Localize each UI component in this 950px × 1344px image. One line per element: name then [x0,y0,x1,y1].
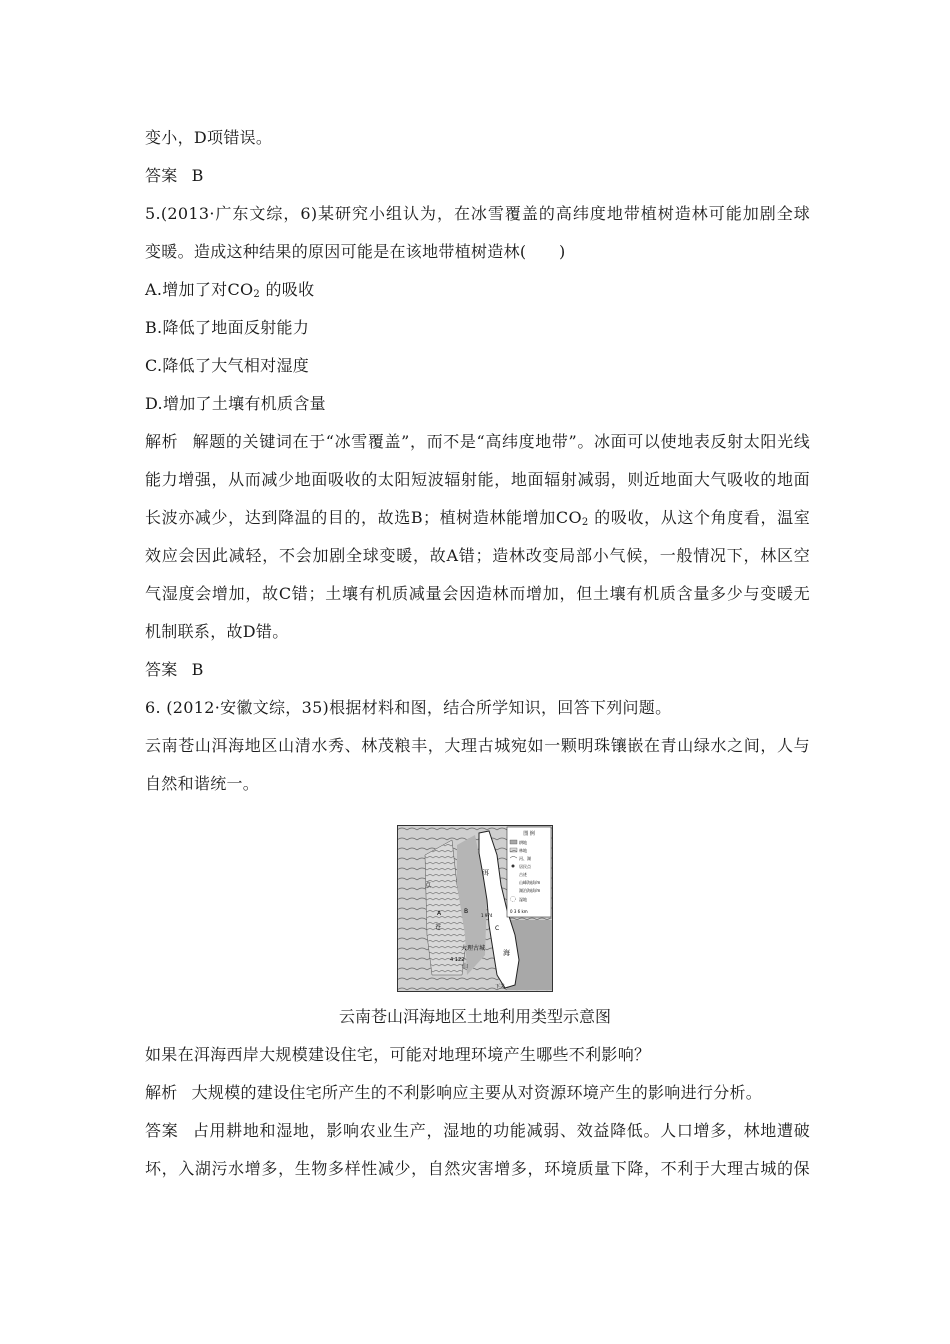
legend-peak-altitude: 山峰海拔/m [519,880,541,885]
answer-text-1: 占用耕地和湿地，影响农业生产，湿地的功能减弱、效益降低。人口增多，林地遭破 [192,1121,810,1140]
label-cang: 苍 [435,924,442,931]
answer-line [145,166,204,186]
analysis-text: 大规模的建设住宅所产生的不利影响应主要从对资源环境产生的影响进行分析。 [191,1083,763,1102]
answer-line [145,660,204,680]
analysis-text-3a: 长波亦减少，达到降温的目的，故选B；植树造林能增加CO [145,508,582,527]
analysis-text-1: 解题的关键词在于“冰雪覆盖”，而不是“高纬度地带”。冰面可以使地表反射太阳光线 [192,432,811,451]
question-6-prompt: 如果在洱海西岸大规模建设住宅，可能对地理环境产生哪些不利影响？ [145,1045,651,1064]
label-dian: 点 [425,882,432,889]
label-hai: 海 [503,949,510,957]
answer-value: B [191,166,204,185]
option-a-tail: 的吸收 [260,280,315,299]
legend-farmland: 耕地 [519,840,527,845]
legend-river-lake: 河、湖 [519,856,531,861]
answer-value: B [191,660,204,679]
analysis-line-4: 效应会因此减轻，不会加剧全球变暖，故A错；造林改变局部小气候，一般情况下，林区空 [145,546,810,565]
label-b: B [464,908,469,915]
subscript-2: 2 [253,289,261,300]
label-c: C [495,925,500,932]
scale-bar: 0 3 6 km [510,909,528,914]
label-er: 洱 [482,869,489,877]
answer-label: 答案 [145,166,178,185]
label-xiaguan: 下关 [495,984,506,990]
answer-label: 答案 [145,660,178,679]
question-6-line-1: 6. (2012·安徽文综，35)根据材料和图，结合所学知识，回答下列问题。 [145,698,672,717]
answer-line-1 [145,1121,810,1141]
label-shan: 山 [462,963,469,970]
legend-wetland: 湿地 [519,897,527,902]
legend-forest: 林地 [519,848,527,853]
land-use-map [397,825,553,992]
legend-settlement: 居民点 [519,864,531,869]
option-c: C.降低了大气相对湿度 [145,356,310,375]
option-b: B.降低了地面反射能力 [145,318,310,337]
legend-historic-site: 古迹 [519,872,527,877]
analysis-line-5: 气湿度会增加，故C错；土壤有机质减量会因造林而增加，但土壤有机质含量多少与变暖无 [145,584,810,603]
option-a [145,280,314,305]
legend-lake-altitude: 湖泊海拔/m [519,888,541,893]
text-line: 变小，D项错误。 [145,128,273,147]
analysis-line-3 [145,508,810,533]
label-a: A [437,910,442,917]
label-lake-1974: 1 974 [481,913,493,918]
option-d: D.增加了土壤有机质含量 [145,394,326,413]
analysis-label: 解析 [145,432,179,451]
label-peak-4122: 4 122 [450,957,465,963]
subscript-2: 2 [581,517,589,528]
legend-title: 图 例 [523,831,535,837]
question-5-line-2: 变暖。造成这种结果的原因可能是在该地带植树造林( ) [145,242,566,261]
label-dali-old-city: 大理古城 [461,945,486,952]
figure-caption: 云南苍山洱海地区土地利用类型示意图 [338,1007,611,1026]
analysis-label: 解析 [145,1083,178,1102]
question-5-line-1: 5.(2013·广东文综，6)某研究小组认为，在冰雪覆盖的高纬度地带植树造林可能加剧全球 [145,204,810,223]
analysis-line-2: 能力增强，从而减少地面吸收的太阳短波辐射能，地面辐射减弱，则近地面大气吸收的地面 [145,470,810,489]
answer-label: 答案 [145,1121,179,1140]
question-6-line-3: 自然和谐统一。 [145,774,260,793]
option-a-text: A.增加了对CO [145,280,254,299]
question-6-line-2: 云南苍山洱海地区山清水秀、林茂粮丰，大理古城宛如一颗明珠镶嵌在青山绿水之间，人与 [145,736,810,755]
analysis-line [145,1083,762,1103]
analysis-text-3b: 的吸收，从这个角度看，温室 [588,508,810,527]
analysis-line-1 [145,432,810,452]
analysis-line-6: 机制联系，故D错。 [145,622,289,641]
answer-line-2: 坏，入湖污水增多，生物多样性减少，自然灾害增多，环境质量下降，不利于大理古城的保 [145,1159,810,1178]
